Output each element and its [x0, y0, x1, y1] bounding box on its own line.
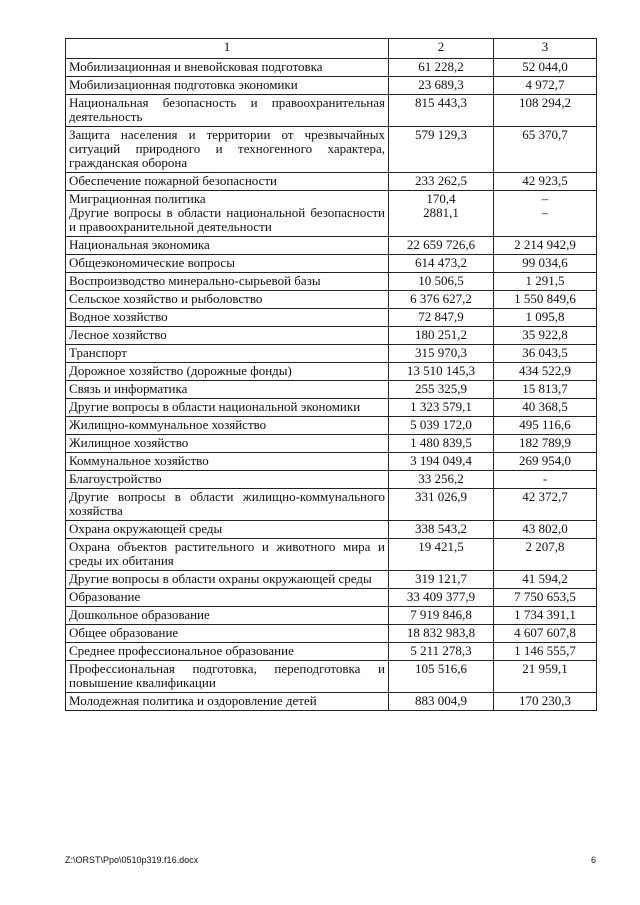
- column-header-3: 3: [494, 39, 597, 59]
- row-value-col3: 4 972,7: [494, 77, 597, 95]
- row-name: Другие вопросы в области национальной экономики: [66, 399, 389, 417]
- table-row: [66, 173, 597, 191]
- table-row: [66, 59, 597, 77]
- row-name: Другие вопросы в области жилищно-коммунального хозяйства: [66, 489, 389, 521]
- page-footer: [65, 855, 596, 865]
- table-row: [66, 471, 597, 489]
- row-value-col2: 579 129,3: [389, 127, 494, 173]
- row-name: Другие вопросы в области охраны окружающей среды: [66, 571, 389, 589]
- row-value-col2: 331 026,9: [389, 489, 494, 521]
- table-row: [66, 127, 597, 173]
- row-value-col2: 815 443,3: [389, 95, 494, 127]
- row-name: Связь и информатика: [66, 381, 389, 399]
- row-value-col3: 36 043,5: [494, 345, 597, 363]
- row-value-col2: 3 194 049,4: [389, 453, 494, 471]
- cell-line: Миграционная политика: [69, 191, 206, 206]
- table-row: [66, 661, 597, 693]
- table-row: [66, 381, 597, 399]
- row-value-col2: 1 323 579,1: [389, 399, 494, 417]
- row-name: [66, 191, 389, 237]
- table-header: [66, 39, 597, 59]
- row-value-col3: 52 044,0: [494, 59, 597, 77]
- row-value-col2: 33 256,2: [389, 471, 494, 489]
- table-row: [66, 327, 597, 345]
- row-name: Профессиональная подготовка, переподготовка и повышение квалификации: [66, 661, 389, 693]
- column-header-1: 1: [66, 39, 389, 59]
- table-row: [66, 345, 597, 363]
- table-row: [66, 435, 597, 453]
- row-value-col2: 13 510 145,3: [389, 363, 494, 381]
- row-value-col3: 21 959,1: [494, 661, 597, 693]
- table-row: [66, 399, 597, 417]
- row-value-col3: 15 813,7: [494, 381, 597, 399]
- table-row: [66, 273, 597, 291]
- row-name: Жилищно-коммунальное хозяйство: [66, 417, 389, 435]
- row-value-col2: 315 970,3: [389, 345, 494, 363]
- budget-table: [65, 38, 597, 711]
- row-name: Воспроизводство минерально-сырьевой базы: [66, 273, 389, 291]
- table-row: [66, 607, 597, 625]
- table-row: [66, 521, 597, 539]
- row-value-col3: 99 034,6: [494, 255, 597, 273]
- row-value-col3: 7 750 653,5: [494, 589, 597, 607]
- table-row: [66, 693, 597, 711]
- row-name: Образование: [66, 589, 389, 607]
- column-header-2: 2: [389, 39, 494, 59]
- table-row: [66, 489, 597, 521]
- row-name: Молодежная политика и оздоровление детей: [66, 693, 389, 711]
- row-value-col2: 6 376 627,2: [389, 291, 494, 309]
- table-row: [66, 191, 597, 237]
- table-row: [66, 291, 597, 309]
- row-value-col3: 40 368,5: [494, 399, 597, 417]
- row-value-col2: 22 659 726,6: [389, 237, 494, 255]
- row-name: Обеспечение пожарной безопасности: [66, 173, 389, 191]
- row-value-col3: 182 789,9: [494, 435, 597, 453]
- row-name: Дорожное хозяйство (дорожные фонды): [66, 363, 389, 381]
- row-name: Благоустройство: [66, 471, 389, 489]
- table-row: [66, 453, 597, 471]
- row-name: Среднее профессиональное образование: [66, 643, 389, 661]
- row-value-col2: 1 480 839,5: [389, 435, 494, 453]
- row-value-col3: 41 594,2: [494, 571, 597, 589]
- table-row: [66, 237, 597, 255]
- row-name: Лесное хозяйство: [66, 327, 389, 345]
- table-row: [66, 417, 597, 435]
- row-name: Охрана окружающей среды: [66, 521, 389, 539]
- row-value-col3: 2 207,8: [494, 539, 597, 571]
- row-value-col2: 255 325,9: [389, 381, 494, 399]
- row-name: Водное хозяйство: [66, 309, 389, 327]
- header-row: [66, 39, 597, 59]
- row-value-col2: 614 473,2: [389, 255, 494, 273]
- table-row: [66, 643, 597, 661]
- row-name: Коммунальное хозяйство: [66, 453, 389, 471]
- row-value-col3: 42 372,7: [494, 489, 597, 521]
- cell-line: 2881,1: [423, 205, 459, 220]
- row-value-col3: 1 734 391,1: [494, 607, 597, 625]
- page-number: 6: [590, 855, 596, 865]
- row-value-col2: 233 262,5: [389, 173, 494, 191]
- row-value-col3: -: [494, 471, 597, 489]
- row-name: Охрана объектов растительного и животного мира и среды их обитания: [66, 539, 389, 571]
- row-value-col2: 19 421,5: [389, 539, 494, 571]
- row-value-col3: 2 214 942,9: [494, 237, 597, 255]
- row-value-col2: 7 919 846,8: [389, 607, 494, 625]
- table-row: [66, 77, 597, 95]
- row-value-col3: 108 294,2: [494, 95, 597, 127]
- row-value-col2: 883 004,9: [389, 693, 494, 711]
- row-value-col3: 170 230,3: [494, 693, 597, 711]
- row-name: Общее образование: [66, 625, 389, 643]
- table-row: [66, 363, 597, 381]
- table-row: [66, 309, 597, 327]
- row-name: Мобилизационная подготовка экономики: [66, 77, 389, 95]
- row-value-col3: 495 116,6: [494, 417, 597, 435]
- row-value-col2: 10 506,5: [389, 273, 494, 291]
- row-value-col2: 72 847,9: [389, 309, 494, 327]
- table-row: [66, 255, 597, 273]
- row-value-col3: 65 370,7: [494, 127, 597, 173]
- row-value-col3: 35 922,8: [494, 327, 597, 345]
- cell-line: Другие вопросы в области национальной безопасности и правоохранительной деятельности: [69, 205, 385, 234]
- row-value-col2: 105 516,6: [389, 661, 494, 693]
- table-row: [66, 571, 597, 589]
- row-name: Транспорт: [66, 345, 389, 363]
- cell-line: 170,4: [426, 191, 456, 206]
- row-value-col2: 5 039 172,0: [389, 417, 494, 435]
- table-row: [66, 95, 597, 127]
- table-row: [66, 539, 597, 571]
- row-value-col3: 434 522,9: [494, 363, 597, 381]
- row-value-col3: 1 550 849,6: [494, 291, 597, 309]
- row-name: Общеэкономические вопросы: [66, 255, 389, 273]
- row-name: Национальная экономика: [66, 237, 389, 255]
- row-name: Сельское хозяйство и рыболовство: [66, 291, 389, 309]
- row-value-col3: 269 954,0: [494, 453, 597, 471]
- row-name: Национальная безопасность и правоохранительная деятельность: [66, 95, 389, 127]
- row-value-col2: 338 543,2: [389, 521, 494, 539]
- table-row: [66, 589, 597, 607]
- cell-line: –: [541, 191, 549, 206]
- row-value-col2: 5 211 278,3: [389, 643, 494, 661]
- row-value-col2: 180 251,2: [389, 327, 494, 345]
- row-value-col3: 42 923,5: [494, 173, 597, 191]
- table-row: [66, 625, 597, 643]
- cell-line: –: [541, 205, 549, 220]
- row-value-col2: 18 832 983,8: [389, 625, 494, 643]
- row-value-col3: 1 146 555,7: [494, 643, 597, 661]
- row-value-col2: 61 228,2: [389, 59, 494, 77]
- table-body: [66, 59, 597, 711]
- row-value-col3: 1 095,8: [494, 309, 597, 327]
- row-value-col2: 23 689,3: [389, 77, 494, 95]
- row-name: Мобилизационная и вневойсковая подготовка: [66, 59, 389, 77]
- row-value-col3: 43 802,0: [494, 521, 597, 539]
- row-value-col3: [494, 191, 597, 237]
- row-value-col2: 319 121,7: [389, 571, 494, 589]
- row-name: Дошкольное образование: [66, 607, 389, 625]
- row-value-col2: 33 409 377,9: [389, 589, 494, 607]
- file-path: Z:\ORST\Ppo\0510p319.f16.docx: [65, 855, 199, 865]
- row-name: Защита населения и территории от чрезвычайных ситуаций природного и техногенного характера, гражданская оборона: [66, 127, 389, 173]
- row-value-col2: [389, 191, 494, 237]
- row-value-col3: 4 607 607,8: [494, 625, 597, 643]
- row-name: Жилищное хозяйство: [66, 435, 389, 453]
- row-value-col3: 1 291,5: [494, 273, 597, 291]
